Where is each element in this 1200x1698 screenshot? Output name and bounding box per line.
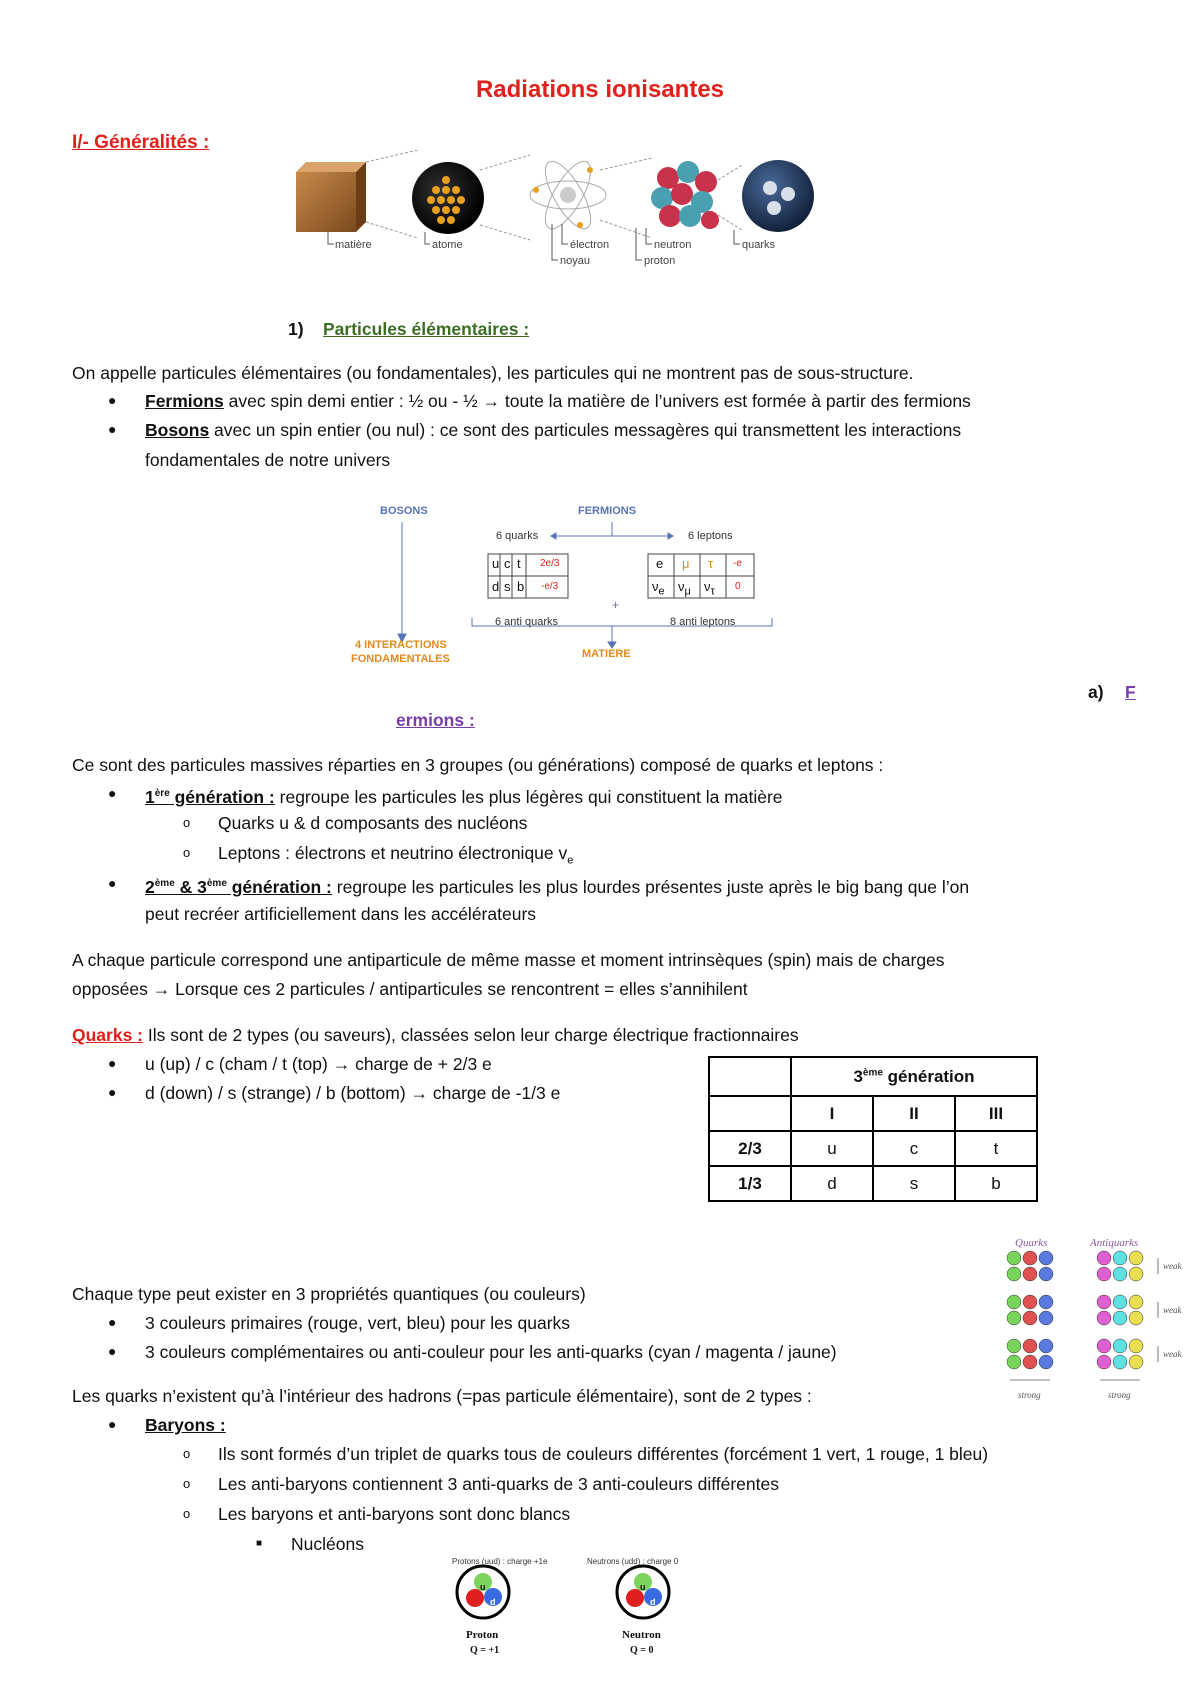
- paragraph-fermions: Ce sont des particules massives réparties en 3 groupes (ou générations) composé de quarks et leptons :: [72, 755, 884, 775]
- lepton-e: e: [656, 556, 664, 571]
- gen1-item-quarks: Quarks u & d composants des nucléons: [218, 813, 528, 833]
- quarks-label: Quarks :: [72, 1025, 143, 1045]
- color-fig-quarks: Quarks: [1015, 1237, 1048, 1249]
- table-row: [709, 1131, 1037, 1166]
- quarks-item-down: d (down) / s (strange) / b (bottom) → charge de -1/3 e: [145, 1083, 561, 1103]
- sub-a-f: F: [1125, 682, 1136, 702]
- fermions-after: toute la matière de l’univers est formée à partir des fermions: [500, 391, 971, 411]
- quark-s: s: [504, 579, 511, 594]
- label-atome: atome: [432, 239, 463, 251]
- diagram-anti-quarks: 6 anti quarks: [495, 616, 558, 628]
- quark-b: b: [517, 579, 525, 594]
- quark-charge-down: -e/3: [541, 581, 559, 592]
- proton-quark-d: d: [490, 1597, 496, 1607]
- bullet-icon: ●: [108, 875, 117, 891]
- table-cell: t: [955, 1131, 1037, 1166]
- table-cell: s: [873, 1166, 955, 1201]
- neutron-quark-u: u: [640, 1582, 646, 1592]
- table-col-header: I: [791, 1096, 873, 1131]
- table-row-label: 2/3: [709, 1131, 791, 1166]
- sub-bullet-icon: o: [183, 815, 191, 830]
- table-row: [709, 1166, 1037, 1201]
- label-electron: électron: [570, 239, 610, 251]
- label-proton: proton: [644, 255, 676, 267]
- neutrino-mu: $\nu_\mu$: [678, 579, 691, 598]
- neutron-charge: Q = 0: [630, 1645, 654, 1656]
- table-header: 3ème génération: [791, 1057, 1037, 1096]
- label-noyau: noyau: [560, 255, 590, 267]
- square-bullet-icon: ■: [256, 1538, 263, 1549]
- lepton-charge-zero: 0: [735, 581, 741, 592]
- color-fig-strong-2: strong: [1108, 1390, 1131, 1400]
- table-cell: c: [873, 1131, 955, 1166]
- label-quarks: quarks: [742, 239, 776, 251]
- proton-quark-u: u: [480, 1582, 486, 1592]
- colors-item-complementary: 3 couleurs complémentaires ou anti-couleur pour les anti-quarks (cyan / magenta / jaune): [145, 1342, 837, 1362]
- wood-cube-icon: [296, 162, 366, 232]
- paragraph-antiparticle-2: opposées → Lorsque ces 2 particules / antiparticules se rencontrent = elles s’annihilent: [72, 979, 748, 999]
- table-col-header: III: [955, 1096, 1037, 1131]
- fermions-line: [145, 390, 971, 412]
- diagram-six-leptons: 6 leptons: [688, 530, 733, 542]
- proton-caption: Protons (uud) : charge +1e: [452, 1557, 548, 1566]
- bullet-icon: ●: [108, 1343, 117, 1359]
- baryon-item: Ils sont formés d’un triplet de quarks tous de couleurs différentes (forcément 1 vert, 1 rouge, 1 bleu): [218, 1444, 989, 1464]
- neutron-label: Neutron: [622, 1629, 661, 1641]
- quark-d: d: [492, 579, 500, 594]
- page-title: Radiations ionisantes: [475, 76, 725, 103]
- proton-charge: Q = +1: [470, 1645, 500, 1656]
- bullet-icon: ●: [108, 421, 117, 437]
- quarks-item-up: u (up) / c (cham / t (top) → charge de + 2/3 e: [145, 1054, 492, 1074]
- fermions-term: Fermions: [145, 391, 224, 411]
- quarks-line: Quarks : Ils sont de 2 types (ou saveurs), classées selon leur charge électrique fractionnaires: [72, 1025, 799, 1045]
- sub-bullet-icon: o: [183, 1506, 191, 1521]
- arrow-icon: →: [482, 391, 501, 411]
- gen1-item-leptons: Leptons : électrons et neutrino électronique $v_e$: [218, 843, 574, 867]
- colors-item-primary: 3 couleurs primaires (rouge, vert, bleu) pour les quarks: [145, 1313, 571, 1333]
- paragraph-colors: Chaque type peut exister en 3 propriétés quantiques (ou couleurs): [72, 1284, 586, 1304]
- baryon-item: Les baryons et anti-baryons sont donc blancs: [218, 1504, 571, 1524]
- sub-a-title: ermions :: [396, 710, 475, 730]
- sub1-title: Particules élémentaires :: [323, 319, 530, 339]
- quark-charge-up: 2e/3: [540, 558, 560, 569]
- gen23-text-continued: peut recréer artificiellement dans les accélérateurs: [145, 904, 537, 924]
- diagram-bosons: BOSONS: [380, 505, 428, 517]
- color-fig-weak-1: weak: [1163, 1261, 1182, 1271]
- table-row-label: 1/3: [709, 1166, 791, 1201]
- bullet-icon: ●: [108, 1055, 117, 1071]
- paragraph-definition: On appelle particules élémentaires (ou fondamentales), les particules qui ne montrent pas de sous-structure.: [72, 363, 914, 383]
- diagram-plus: +: [612, 598, 620, 612]
- arrow-icon: →: [410, 1083, 429, 1103]
- arrow-icon: →: [332, 1054, 351, 1074]
- quark-u: u: [492, 556, 500, 571]
- color-fig-antiquarks: Antiquarks: [1090, 1237, 1139, 1249]
- quark-c: c: [504, 556, 511, 571]
- diagram-six-quarks: 6 quarks: [496, 530, 539, 542]
- arrow-icon: →: [152, 979, 171, 999]
- bosons-term: Bosons: [145, 420, 210, 440]
- diagram-matiere: MATIERE: [582, 648, 631, 660]
- bullet-icon: ●: [108, 785, 117, 801]
- diagram-interactions-2: FONDAMENTALES: [351, 653, 450, 665]
- neutron-quark-d: d: [650, 1597, 656, 1607]
- diagram-anti-leptons: 8 anti leptons: [670, 616, 736, 628]
- paragraph-antiparticle: A chaque particule correspond une antiparticule de même masse et moment intrinsèques (spin) mais de charges: [72, 950, 945, 970]
- neutrino-tau: $\nu_\tau$: [704, 579, 715, 598]
- diagram-interactions-1: 4 INTERACTIONS: [355, 639, 447, 651]
- lepton-mu: μ: [682, 556, 690, 571]
- baryon-item: Les anti-baryons contiennent 3 anti-quarks de 3 anti-couleurs différentes: [218, 1474, 779, 1494]
- label-matiere: matière: [335, 239, 372, 251]
- color-fig-strong-1: strong: [1018, 1390, 1041, 1400]
- diagram-fermions: FERMIONS: [578, 505, 637, 517]
- sub-bullet-icon: o: [183, 845, 191, 860]
- gen23-line: 2ème & 3ème génération : regroupe les particules les plus lourdes présentes juste après le big bang que l’on: [145, 876, 970, 897]
- sub-bullet-icon: o: [183, 1476, 191, 1491]
- bullet-icon: ●: [108, 1314, 117, 1330]
- label-neutron: neutron: [654, 239, 692, 251]
- proton-label: Proton: [466, 1629, 499, 1641]
- table-cell: b: [955, 1166, 1037, 1201]
- atom-orbit-icon: [530, 155, 606, 235]
- fermions-text: avec spin demi entier : ½ ou - ½: [223, 391, 483, 411]
- nucleus-icon: [651, 161, 719, 229]
- quarks-ball-icon: [742, 160, 814, 232]
- bosons-text: avec un spin entier (ou nul) : ce sont des particules messagères qui transmettent les interactions: [209, 420, 962, 440]
- bullet-icon: ●: [108, 1416, 117, 1432]
- sub-bullet-icon: o: [183, 1446, 191, 1461]
- neutron-caption: Neutrons (udd) : charge 0: [587, 1557, 679, 1566]
- bosons-text-continued: fondamentales de notre univers: [145, 450, 391, 470]
- table-cell: d: [791, 1166, 873, 1201]
- generation-table: [708, 1056, 1038, 1202]
- lepton-charge-neg: -e: [733, 558, 742, 569]
- lepton-tau: τ: [708, 556, 714, 571]
- sub-a-letter: a): [1088, 682, 1104, 702]
- bullet-icon: ●: [108, 1084, 117, 1100]
- table-col-header: II: [873, 1096, 955, 1131]
- neutrino-e: $\nu_e$: [652, 579, 665, 598]
- bullet-icon: ●: [108, 392, 117, 408]
- sub1-number: 1): [288, 319, 304, 339]
- color-fig-weak-3: weak: [1163, 1349, 1182, 1359]
- baryons-term: Baryons :: [145, 1415, 226, 1435]
- bosons-line: [145, 419, 961, 441]
- nucleons-item: Nucléons: [291, 1534, 364, 1554]
- color-fig-weak-2: weak: [1163, 1305, 1182, 1315]
- paragraph-hadrons: Les quarks n’existent qu’à l’intérieur des hadrons (=pas particule élémentaire), sont de 2 types :: [72, 1386, 812, 1406]
- section-heading-generalites: I/- Généralités :: [72, 132, 210, 153]
- gen1-line: 1ère génération : regroupe les particules les plus légères qui constituent la matière: [145, 786, 783, 807]
- atom-lattice-icon: [412, 162, 484, 234]
- quark-t: t: [517, 556, 521, 571]
- table-cell: u: [791, 1131, 873, 1166]
